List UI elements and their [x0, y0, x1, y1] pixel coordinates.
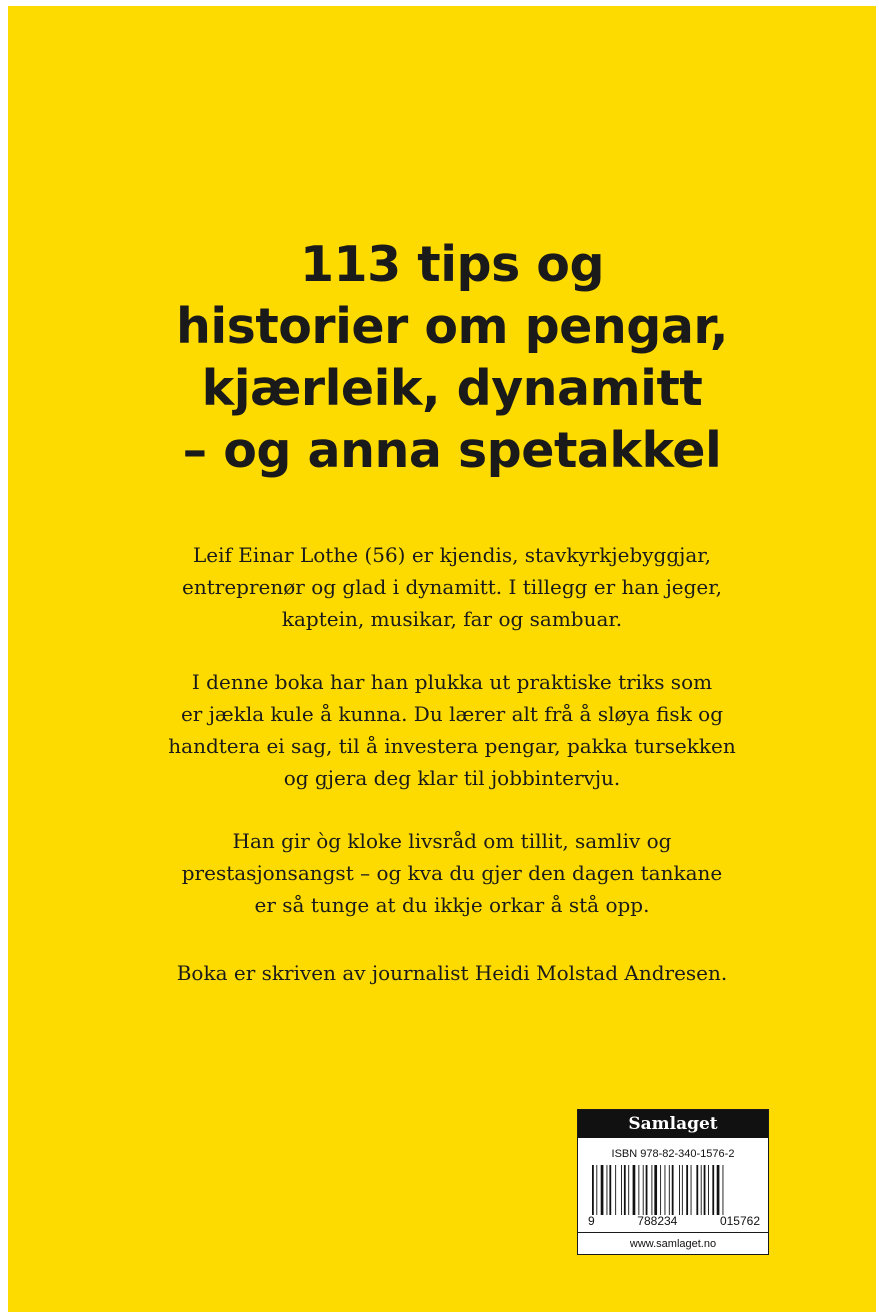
barcode-bar: [651, 1165, 652, 1215]
paragraph-line: Leif Einar Lothe (56) er kjendis, stavkyrkjebyggjar,: [192, 543, 712, 567]
headline-line: kjærleik, dynamitt: [201, 360, 703, 417]
paragraph-author: [8, 957, 879, 989]
barcode-digit-group: 015762: [719, 1214, 760, 1228]
barcode-digit-group: 9: [588, 1214, 595, 1228]
barcode-bar: [701, 1165, 702, 1215]
barcode-bar: [665, 1165, 666, 1215]
barcode-bar: [672, 1165, 674, 1215]
barcode-bar: [628, 1165, 629, 1215]
paragraph-line: er jækla kule å kunna. Du lærer alt frå å sløya fisk og: [180, 702, 724, 726]
barcode-bar: [686, 1165, 688, 1215]
paragraph-advice: [8, 825, 879, 921]
paragraph-line: er så tunge at du ikkje orkar å stå opp.: [254, 893, 650, 917]
barcode-bar: [607, 1165, 608, 1215]
paragraph-content: [8, 666, 879, 794]
barcode-bar: [633, 1165, 636, 1215]
headline-line: – og anna spetakkel: [182, 422, 722, 479]
barcode-bar: [669, 1165, 670, 1215]
barcode-bar: [679, 1165, 680, 1215]
publisher-url: www.samlaget.no: [578, 1232, 768, 1255]
publisher-logo: Samlaget: [578, 1110, 768, 1138]
paragraph-line: og gjera deg klar til jobbintervju.: [283, 766, 621, 790]
barcode-bar: [615, 1165, 616, 1215]
headline-line: historier om pengar,: [175, 298, 729, 355]
barcode-bar: [609, 1165, 611, 1215]
paragraph-line: entreprenør og glad i dynamitt. I tillegg er han jeger,: [182, 575, 722, 599]
barcode-digit-group: 788234: [637, 1214, 678, 1228]
barcode-box: [577, 1109, 769, 1255]
barcode-bar: [624, 1165, 626, 1215]
isbn-label: ISBN 978-82-340-1576-2: [611, 1148, 735, 1160]
barcode-bar: [646, 1165, 648, 1215]
barcode-bar: [682, 1165, 683, 1215]
barcode-bar: [712, 1165, 714, 1215]
paragraph-line: handtera ei sag, til å investera pengar, pakka tursekken: [168, 734, 736, 758]
barcode-bar: [621, 1165, 622, 1215]
barcode-bar: [601, 1165, 604, 1215]
barcode-digits: [588, 1214, 760, 1228]
paragraph-line: kaptein, musikar, far og sambuar.: [281, 607, 623, 631]
barcode-bar: [592, 1165, 594, 1215]
paragraph-line: Boka er skriven av journalist Heidi Molstad Andresen.: [176, 961, 728, 985]
paragraph-intro: [8, 539, 879, 635]
barcode-bar: [717, 1165, 720, 1215]
paragraph-line: Han gir òg kloke livsråd om tillit, samliv og: [232, 829, 672, 853]
barcode-bar: [696, 1165, 698, 1215]
barcode-bar: [654, 1165, 657, 1215]
paragraph-line: prestasjonsangst – og kva du gjer den dagen tankane: [181, 861, 723, 885]
barcode-bar: [708, 1165, 709, 1215]
headline-line: 113 tips og: [299, 236, 605, 293]
barcode-icon: [590, 1165, 758, 1215]
barcode-bar: [723, 1165, 724, 1215]
barcode-bar: [660, 1165, 661, 1215]
headline: [8, 234, 879, 482]
barcode-bar: [638, 1165, 639, 1215]
barcode-bar: [596, 1165, 597, 1215]
barcode-bar: [704, 1165, 706, 1215]
barcode-bar: [643, 1165, 644, 1215]
paragraph-line: I denne boka har han plukka ut praktiske triks som: [191, 670, 713, 694]
barcode-bar: [691, 1165, 692, 1215]
